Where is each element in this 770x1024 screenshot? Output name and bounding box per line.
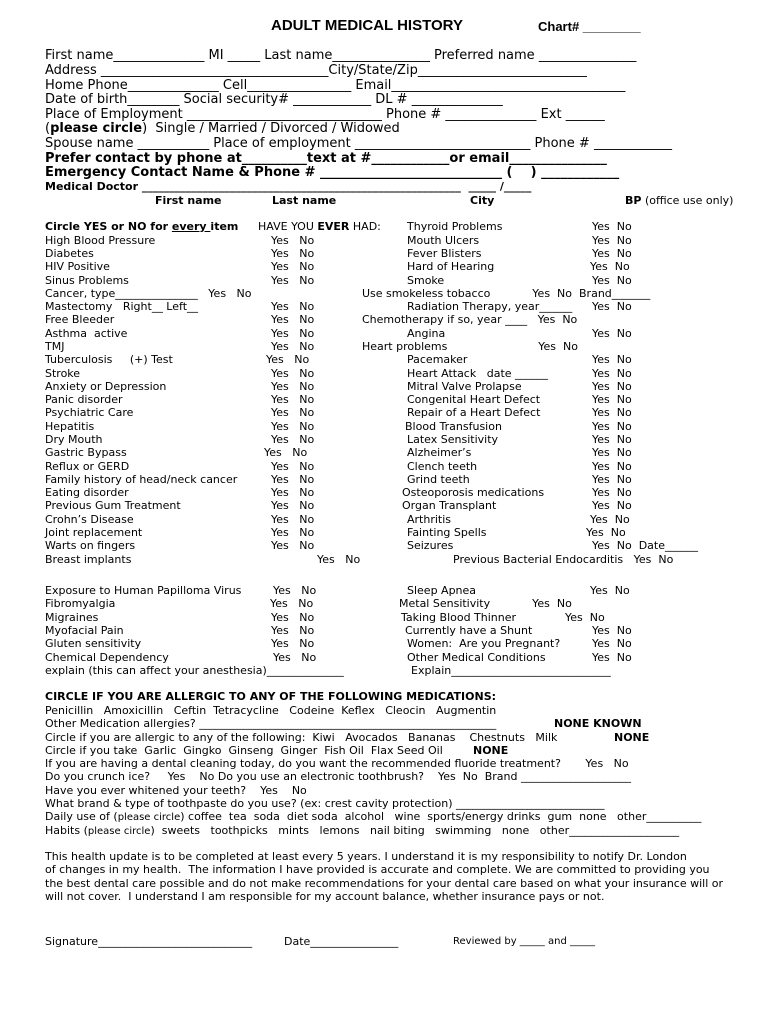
history-label: Migraines bbox=[45, 611, 99, 624]
chart-number-field[interactable]: Chart# ________ bbox=[538, 19, 641, 34]
yes-no-option[interactable]: Yes No bbox=[592, 274, 632, 287]
history-label: Eating disorder bbox=[45, 486, 129, 499]
name-line[interactable]: First name______________ MI _____ Last name_______________ Preferred name _______________ bbox=[45, 48, 637, 63]
yes-no-option[interactable]: Yes No bbox=[592, 300, 632, 313]
reviewed-by-field[interactable]: Reviewed by _____ and _____ bbox=[453, 936, 595, 947]
history-label: Exposure to Human Papilloma Virus bbox=[45, 584, 242, 597]
yes-no-option[interactable]: Yes No bbox=[264, 446, 308, 459]
history-label[interactable]: Use smokeless tobacco Yes No Brand_______ bbox=[362, 287, 651, 300]
history-label: HIV Positive bbox=[45, 260, 110, 273]
supplements-none-option[interactable]: NONE bbox=[473, 744, 509, 757]
history-label: Joint replacement bbox=[45, 526, 143, 539]
history-label[interactable]: Cancer, type_______________ Yes No bbox=[45, 287, 252, 300]
whitened-question[interactable]: Have you ever whitened your teeth? Yes No bbox=[45, 784, 307, 797]
yes-no-option[interactable]: Yes No bbox=[271, 393, 315, 406]
history-label: Sleep Apnea bbox=[407, 584, 477, 597]
history-label: Dry Mouth bbox=[45, 433, 103, 446]
allergy-header: CIRCLE IF YOU ARE ALLERGIC TO ANY OF THE FOLLOWING MEDICATIONS: bbox=[45, 690, 497, 703]
yes-no-option[interactable]: Yes No bbox=[592, 247, 632, 260]
history-label: Anxiety or Depression bbox=[45, 380, 167, 393]
history-label: Stroke bbox=[45, 367, 81, 380]
yes-no-option[interactable]: Yes No bbox=[590, 584, 630, 597]
yes-no-option[interactable]: Yes No bbox=[271, 313, 315, 326]
address-line[interactable]: Address ___________________________________City/State/Zip__________________________ bbox=[45, 63, 587, 78]
history-label: Warts on fingers bbox=[45, 539, 136, 552]
history-label: Fibromyalgia bbox=[45, 597, 116, 610]
history-label: Asthma active bbox=[45, 327, 128, 340]
history-label[interactable]: Radiation Therapy, year______ bbox=[407, 300, 573, 313]
history-label: Women: Are you Pregnant? bbox=[407, 637, 561, 650]
yes-no-option[interactable]: Yes No bbox=[592, 393, 632, 406]
emergency-contact-line[interactable]: Emergency Contact Name & Phone # ____________________________ ( ) ____________ bbox=[45, 165, 620, 180]
yes-no-option[interactable]: Yes No bbox=[592, 624, 632, 637]
yes-no-option[interactable]: Yes No bbox=[271, 433, 315, 446]
history-label: Other Medical Conditions bbox=[407, 651, 546, 664]
history-label: Latex Sensitivity bbox=[407, 433, 499, 446]
history-label: Fainting Spells bbox=[407, 526, 487, 539]
history-label: Organ Transplant bbox=[402, 499, 497, 512]
food-allergies[interactable]: Circle if you are allergic to any of the following: Kiwi Avocados Bananas Chestnuts Milk bbox=[45, 731, 558, 744]
history-label: Seizures bbox=[407, 539, 454, 552]
yes-no-option[interactable]: Yes No bbox=[273, 651, 317, 664]
history-label: Psychiatric Care bbox=[45, 406, 134, 419]
history-label: Diabetes bbox=[45, 247, 94, 260]
yes-no-option[interactable]: Yes No bbox=[271, 624, 315, 637]
yes-no-option[interactable]: Yes No bbox=[271, 247, 315, 260]
dob-ssn-line[interactable]: Date of birth________ Social security# ____________ DL # ______________ bbox=[45, 92, 503, 107]
endocarditis-line[interactable]: Previous Bacterial Endocarditis Yes No bbox=[453, 553, 674, 566]
history-label: Alzheimer’s bbox=[407, 446, 472, 459]
marital-status-line[interactable]: (please circle) Single / Married / Divorced / Widowed bbox=[45, 121, 400, 136]
history-label: Panic disorder bbox=[45, 393, 123, 406]
yes-no-option[interactable]: Yes No bbox=[592, 327, 632, 340]
yes-no-option[interactable]: Yes No bbox=[592, 420, 632, 433]
please-circle-label: please circle bbox=[50, 121, 143, 136]
history-label: Reflux or GERD bbox=[45, 460, 130, 473]
signature-field[interactable]: Signature____________________________ bbox=[45, 935, 253, 948]
history-label: Tuberculosis (+) Test bbox=[45, 353, 173, 366]
history-label: High Blood Pressure bbox=[45, 234, 156, 247]
yes-no-option[interactable]: Yes No bbox=[271, 420, 315, 433]
bp-office-use: BP (office use only) bbox=[625, 194, 734, 207]
yes-no-option[interactable]: Yes No bbox=[592, 220, 632, 233]
yes-no-option[interactable]: Yes No bbox=[271, 460, 315, 473]
yes-no-option[interactable]: Yes No bbox=[271, 611, 315, 624]
yes-no-option[interactable]: Yes No bbox=[271, 234, 315, 247]
have-you-ever-had-label: HAVE YOU EVER HAD: bbox=[258, 220, 381, 233]
yes-no-option[interactable]: Yes No bbox=[271, 274, 315, 287]
spouse-line[interactable]: Spouse name ___________ Place of employment ___________________________ Phone # ____________ bbox=[45, 136, 672, 151]
history-label: TMJ bbox=[45, 340, 65, 353]
toothpaste-field[interactable]: What brand & type of toothpaste do you use? (ex: crest cavity protection) ___________________________ bbox=[45, 797, 605, 810]
yes-no-option[interactable]: Yes No bbox=[271, 637, 315, 650]
yes-no-option[interactable]: Yes No bbox=[273, 584, 317, 597]
yes-no-option[interactable]: Yes No bbox=[592, 353, 632, 366]
history-label: Smoke bbox=[407, 274, 445, 287]
history-label: Clench teeth bbox=[407, 460, 478, 473]
yes-no-option[interactable]: Yes No bbox=[271, 499, 315, 512]
history-label[interactable]: Mastectomy Right__ Left__ bbox=[45, 300, 199, 313]
date-field[interactable]: Date________________ bbox=[284, 935, 399, 948]
yes-no-option[interactable]: Yes No bbox=[271, 539, 315, 552]
history-label: Sinus Problems bbox=[45, 274, 129, 287]
yes-no-option[interactable]: Yes No bbox=[271, 486, 315, 499]
history-label: Chemical Dependency bbox=[45, 651, 169, 664]
history-label: Family history of head/neck cancer bbox=[45, 473, 238, 486]
history-label: Fever Blisters bbox=[407, 247, 482, 260]
history-label: Gastric Bypass bbox=[45, 446, 127, 459]
habits-line[interactable]: Habits (please circle) sweets toothpicks mints lemons nail biting swimming none other____________________ bbox=[45, 824, 680, 837]
yes-no-option[interactable]: Yes No bbox=[271, 340, 315, 353]
yes-no-option[interactable]: Yes No bbox=[590, 260, 630, 273]
yes-no-option[interactable]: Yes No bbox=[271, 526, 315, 539]
history-label: Gluten sensitivity bbox=[45, 637, 142, 650]
history-label: Mouth Ulcers bbox=[407, 234, 480, 247]
history-label: Hepatitis bbox=[45, 420, 95, 433]
history-label: Free Bleeder bbox=[45, 313, 115, 326]
yes-no-option[interactable]: Yes No bbox=[271, 406, 315, 419]
page-title: ADULT MEDICAL HISTORY bbox=[271, 17, 463, 34]
yes-no-option[interactable]: Yes No bbox=[592, 486, 632, 499]
yes-no-option[interactable]: Yes No bbox=[592, 499, 632, 512]
history-label[interactable]: Heart problems Yes No bbox=[362, 340, 578, 353]
anesthesia-explain-field[interactable]: explain (this can affect your anesthesia)______________ bbox=[45, 664, 344, 677]
yes-no-option[interactable]: Yes No bbox=[592, 446, 632, 459]
yes-no-option[interactable]: Yes No bbox=[592, 367, 632, 380]
yes-no-option[interactable]: Yes No bbox=[592, 651, 632, 664]
history-label: Myofacial Pain bbox=[45, 624, 124, 637]
supplements[interactable]: Circle if you take Garlic Gingko Ginseng Ginger Fish Oil Flax Seed Oil bbox=[45, 744, 443, 757]
none-known-option[interactable]: NONE KNOWN bbox=[554, 717, 642, 730]
history-label: Thyroid Problems bbox=[407, 220, 503, 233]
yes-no-option[interactable]: Yes No bbox=[592, 460, 632, 473]
col-first-name: First name bbox=[155, 194, 222, 207]
yes-no-option[interactable]: Yes No bbox=[271, 327, 315, 340]
yes-no-option[interactable]: Yes No bbox=[586, 526, 626, 539]
conditions-explain-field[interactable]: Explain_____________________________ bbox=[411, 664, 611, 677]
history-label: Repair of a Heart Defect bbox=[407, 406, 541, 419]
history-label: Hard of Hearing bbox=[407, 260, 495, 273]
yes-no-option[interactable]: Yes No bbox=[317, 553, 361, 566]
food-none-option[interactable]: NONE bbox=[614, 731, 650, 744]
history-label: Crohn’s Disease bbox=[45, 513, 134, 526]
yes-no-option[interactable]: Yes No bbox=[271, 513, 315, 526]
history-label: Pacemaker bbox=[407, 353, 468, 366]
yes-no-option[interactable]: Yes No bbox=[271, 260, 315, 273]
col-city: City bbox=[470, 194, 495, 207]
yes-no-option[interactable]: Yes No bbox=[592, 234, 632, 247]
yes-no-option[interactable]: Yes No bbox=[270, 597, 314, 610]
yes-no-option[interactable]: Yes No Date______ bbox=[592, 539, 698, 552]
history-label: Blood Transfusion bbox=[405, 420, 502, 433]
employment-line[interactable]: Place of Employment ______________________________ Phone # ______________ Ext ______ bbox=[45, 107, 605, 122]
yes-no-option[interactable]: Yes No bbox=[592, 406, 632, 419]
history-label: Breast implants bbox=[45, 553, 132, 566]
history-label: Arthritis bbox=[407, 513, 452, 526]
yes-no-option[interactable]: Yes No bbox=[271, 367, 315, 380]
history-label[interactable]: Chemotherapy if so, year ____ Yes No bbox=[362, 313, 578, 326]
statement-line: This health update is to be completed at least every 5 years. I understand it is my responsibility to notify Dr. London bbox=[45, 850, 687, 863]
statement-line: of changes in my health. The information I have provided is accurate and complete. We are committed to providing you bbox=[45, 863, 710, 876]
crunch-toothbrush-question[interactable]: Do you crunch ice? Yes No Do you use an electronic toothbrush? Yes No Brand ____________________ bbox=[45, 770, 631, 783]
yes-no-option[interactable]: Yes No bbox=[592, 380, 632, 393]
yes-no-option[interactable]: Yes No bbox=[266, 353, 310, 366]
statement-line: the best dental care possible and do not make recommendations for your dental care based on what your insurance will or bbox=[45, 877, 724, 890]
history-label: Congenital Heart Defect bbox=[407, 393, 541, 406]
history-label[interactable]: Taking Blood Thinner Yes No bbox=[401, 611, 605, 624]
history-label: Previous Gum Treatment bbox=[45, 499, 181, 512]
daily-use-line[interactable]: Daily use of (please circle) coffee tea soda diet soda alcohol wine sports/energy drinks gum none other__________ bbox=[45, 810, 702, 823]
history-label[interactable]: Heart Attack date ______ bbox=[407, 367, 549, 380]
history-label: Currently have a Shunt bbox=[405, 624, 533, 637]
allergy-medications[interactable]: Penicillin Amoxicillin Ceftin Tetracycline Codeine Keflex Cleocin Augmentin bbox=[45, 704, 497, 717]
history-label: Grind teeth bbox=[407, 473, 470, 486]
contact-preference-line[interactable]: Prefer contact by phone at__________text at #____________or email_______________ bbox=[45, 151, 607, 166]
yes-no-option[interactable]: Yes No bbox=[592, 433, 632, 446]
other-allergies-field[interactable]: Other Medication allergies? ______________________________________________________ bbox=[45, 717, 497, 730]
statement-line: will not cover. I understand I am responsible for my account balance, whether insurance pays or not. bbox=[45, 890, 605, 903]
yes-no-option[interactable]: Yes No bbox=[271, 473, 315, 486]
history-label: Angina bbox=[407, 327, 446, 340]
history-label: Mitral Valve Prolapse bbox=[407, 380, 522, 393]
yes-no-option[interactable]: Yes No bbox=[271, 380, 315, 393]
yes-no-option[interactable]: Yes No bbox=[592, 637, 632, 650]
yes-no-option[interactable]: Yes No bbox=[592, 473, 632, 486]
history-instructions: Circle YES or NO for every item bbox=[45, 220, 239, 233]
history-label: Osteoporosis medications bbox=[402, 486, 545, 499]
fluoride-question[interactable]: If you are having a dental cleaning today, do you want the recommended fluoride treatment? Yes No bbox=[45, 757, 629, 770]
yes-no-option[interactable]: Yes No bbox=[590, 513, 630, 526]
medical-doctor-line[interactable]: Medical Doctor __________________________________________________________ _____ /_____ bbox=[45, 180, 532, 193]
yes-no-option[interactable]: Yes No bbox=[271, 300, 315, 313]
col-last-name: Last name bbox=[272, 194, 337, 207]
phone-email-line[interactable]: Home Phone______________ Cell________________ Email____________________________________ bbox=[45, 78, 626, 93]
history-label[interactable]: Metal Sensitivity Yes No bbox=[399, 597, 572, 610]
